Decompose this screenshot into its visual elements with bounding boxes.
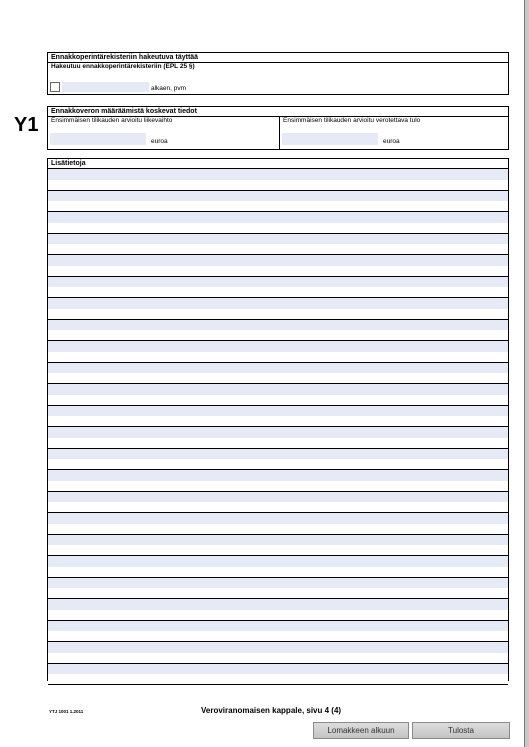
additional-info-textarea[interactable]: [48, 169, 508, 680]
registration-subtitle: Hakeutuu ennakkoperintärekisteriin (EPL 25 §): [51, 63, 195, 70]
text-line: [48, 201, 508, 212]
turnover-field[interactable]: [50, 133, 146, 145]
text-line: [48, 513, 508, 524]
text-line: [48, 664, 508, 675]
text-line: [48, 470, 508, 481]
text-line: [48, 438, 508, 449]
text-line: [48, 244, 508, 255]
text-line: [48, 416, 508, 427]
start-date-field[interactable]: [62, 82, 149, 92]
turnover-label: Ensimmäisen tilikauden arvioitu liikevaihto: [51, 117, 173, 124]
text-line: [48, 535, 508, 546]
text-line: [48, 567, 508, 578]
page-edge-shadow: [525, 0, 529, 747]
text-line: [48, 621, 508, 632]
taxable-income-label: Ensimmäisen tilikauden arvioitu verotettava tulo: [283, 117, 421, 124]
text-line: [48, 212, 508, 223]
text-line: [48, 459, 508, 470]
text-line: [48, 578, 508, 589]
text-line: [48, 352, 508, 363]
text-line: [48, 191, 508, 202]
text-line: [48, 223, 508, 234]
text-line: [48, 406, 508, 417]
text-line: [48, 330, 508, 341]
text-line: [48, 277, 508, 288]
text-line: [48, 320, 508, 331]
form-version-code: YTJ 1001 1.2011: [49, 709, 84, 714]
prepayment-section: [47, 106, 509, 150]
text-line: [48, 653, 508, 664]
registration-section-title: Ennakkoperintärekisteriin hakeutuva täyttää: [48, 53, 508, 63]
text-line: [48, 449, 508, 460]
back-to-top-button[interactable]: Lomakkeen alkuun: [313, 722, 409, 739]
start-date-label: alkaen, pvm: [151, 85, 187, 92]
text-line: [48, 287, 508, 298]
text-line: [48, 266, 508, 277]
text-line: [48, 631, 508, 642]
text-line: [48, 524, 508, 535]
text-line: [48, 373, 508, 384]
text-line: [48, 363, 508, 374]
text-line: [48, 674, 508, 685]
text-line: [48, 502, 508, 513]
turnover-column: [48, 116, 280, 149]
taxable-income-column: [280, 116, 508, 149]
text-line: [48, 169, 508, 180]
text-line: [48, 309, 508, 320]
text-line: [48, 545, 508, 556]
print-button[interactable]: Tulosta: [412, 722, 510, 739]
text-line: [48, 610, 508, 621]
additional-info-title: Lisätietoja: [48, 159, 508, 169]
additional-info-section: [47, 158, 509, 681]
text-line: [48, 234, 508, 245]
page-indicator: Veroviranomaisen kappale, sivu 4 (4): [201, 706, 342, 715]
text-line: [48, 384, 508, 395]
text-line: [48, 481, 508, 492]
prepayment-section-title: Ennakkoveron määräämistä koskevat tiedot: [48, 107, 508, 117]
form-code-label: Y1: [14, 114, 39, 136]
text-line: [48, 395, 508, 406]
taxable-income-unit: euroa: [383, 138, 400, 145]
text-line: [48, 588, 508, 599]
taxable-income-field[interactable]: [282, 133, 378, 145]
text-line: [48, 180, 508, 191]
text-line: [48, 255, 508, 266]
turnover-unit: euroa: [151, 138, 168, 145]
text-line: [48, 492, 508, 503]
text-line: [48, 427, 508, 438]
text-line: [48, 556, 508, 567]
text-line: [48, 341, 508, 352]
registration-section: [47, 52, 509, 95]
text-line: [48, 298, 508, 309]
text-line: [48, 642, 508, 653]
registration-checkbox[interactable]: [50, 82, 60, 92]
text-line: [48, 599, 508, 610]
